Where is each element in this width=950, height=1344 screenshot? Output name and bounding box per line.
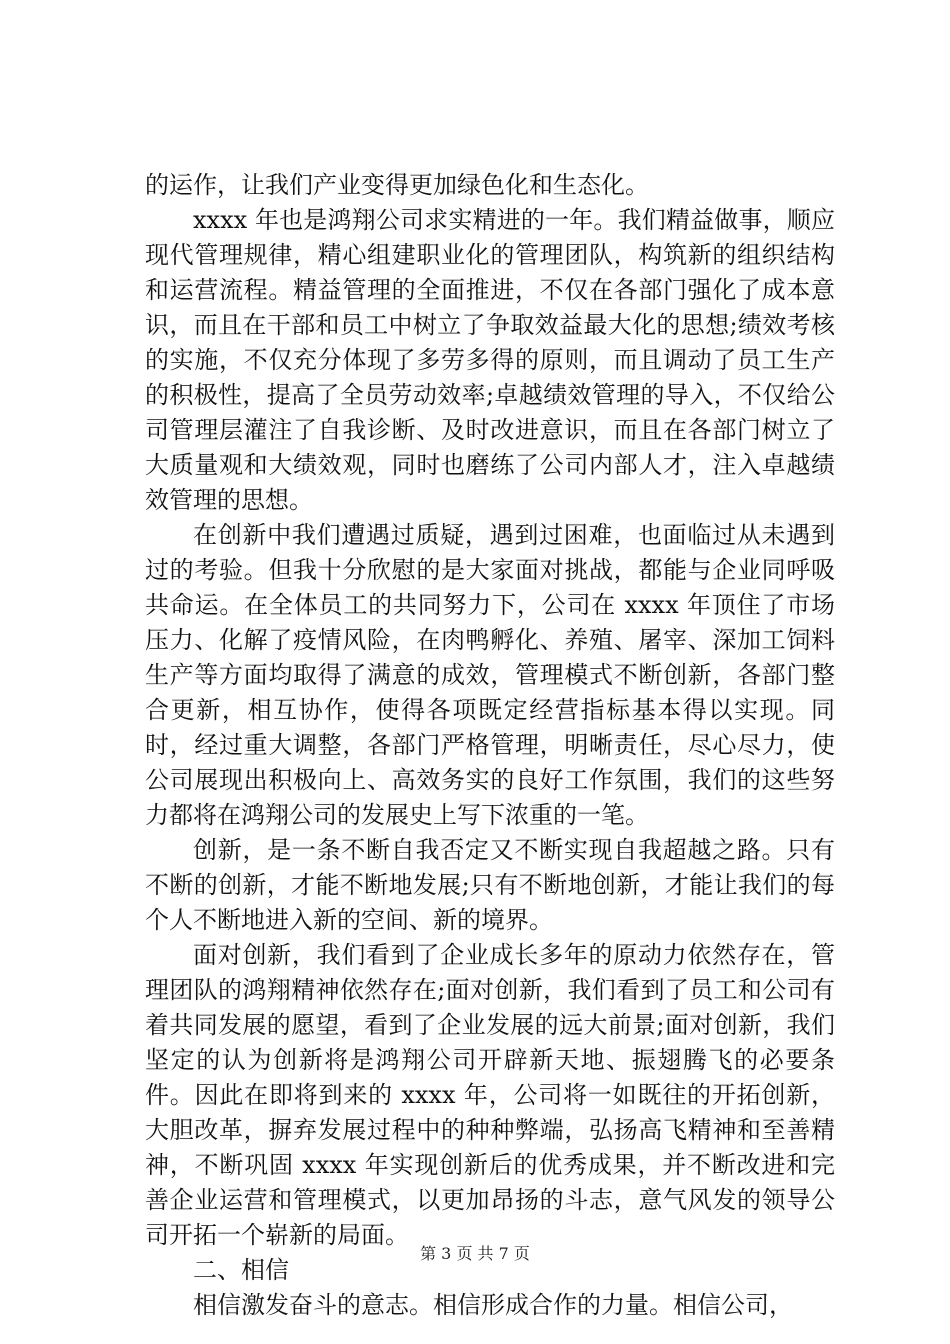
paragraph-continuation: 的运作，让我们产业变得更加绿色化和生态化。 [145,171,649,199]
paragraph-innovation-challenges: 在创新中我们遭遇过质疑，遇到过困难，也面临过从未遇到过的考验。但我十分欣慰的是大家面对挑战，都能与企业同呼吸共命运。在全体员工的共同努力下，公司在 xxxx 年顶住了市场压力、化解了疫情风险，在肉鸭孵化、养殖、屠宰、深加工饲料生产等方面均取得了满意的成效，管理模式不断创新，各部门整合更新，相互协作，使得各项既定经营指标基本得以实现。同时，经过重大调整，各部门严格管理，明晰责任，尽心尽力，使公司展现出积极向上、高效务实的良好工作氛围，我们的这些努力都将在鸿翔公司的发展史上写下浓重的一笔。 [145,521,835,829]
section-heading-believe: 二、相信 [193,1256,289,1284]
paragraph-innovation-path: 创新，是一条不断自我否定又不断实现自我超越之路。只有不断的创新，才能不断地发展;只有不断地创新，才能让我们的每个人不断地进入新的空间、新的境界。 [145,836,835,934]
paragraph-facing-innovation: 面对创新，我们看到了企业成长多年的原动力依然存在，管理团队的鸿翔精神依然存在;面对创新，我们看到了员工和公司有着共同发展的愿望，看到了企业发展的远大前景;面对创新，我们坚定的认为创新将是鸿翔公司开辟新天地、振翅腾飞的必要条件。因此在即将到来的 xxxx 年，公司将一如既往的开拓创新，大胆改革，摒弃发展过程中的种种弊端，弘扬高飞精神和至善精神，不断巩固 xxxx 年实现创新后的优秀成果，并不断改进和完善企业运营和管理模式，以更加昂扬的斗志，意气风发的领导公司开拓一个崭新的局面。 [145,941,835,1249]
document-body [145,168,835,1323]
page-number-footer: 第 3 页 共 7 页 [420,1244,530,1263]
paragraph-progress-year: xxxx 年也是鸿翔公司求实精进的一年。我们精益做事，顺应现代管理规律，精心组建职业化的管理团队，构筑新的组织结构和运营流程。精益管理的全面推进，不仅在各部门强化了成本意识，而且在干部和员工中树立了争取效益最大化的思想;绩效考核的实施，不仅充分体现了多劳多得的原则，而且调动了员工生产的积极性，提高了全员劳动效率;卓越绩效管理的导入，不仅给公司管理层灌注了自我诊断、及时改进意识，而且在各部门树立了大质量观和大绩效观，同时也磨练了公司内部人才，注入卓越绩效管理的思想。 [145,206,835,514]
paragraph-believe: 相信激发奋斗的意志。相信形成合作的力量。相信公司， [193,1291,793,1319]
